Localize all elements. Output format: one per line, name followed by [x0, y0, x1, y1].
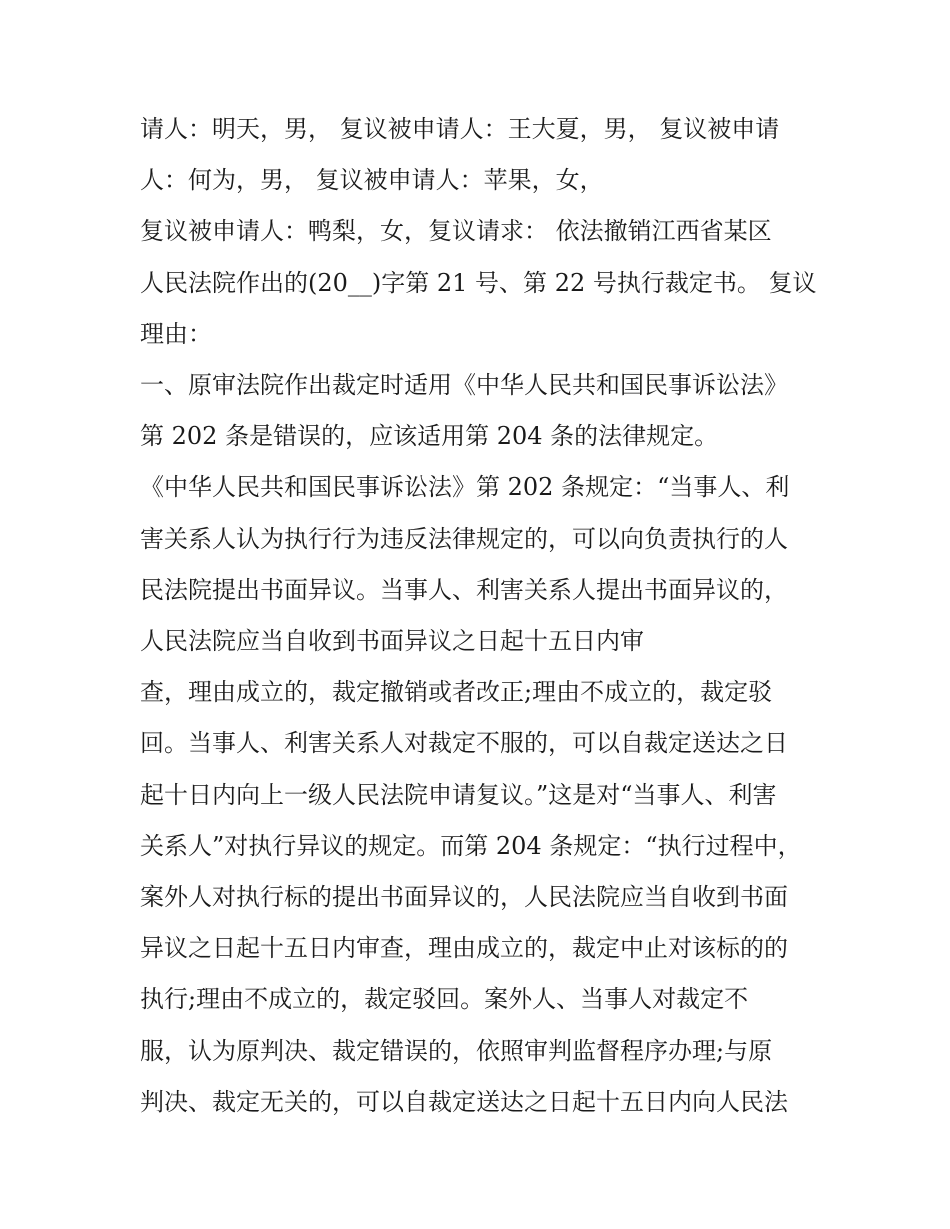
- text-line-1: 请人：明天，男， 复议被申请人：王大夏，男， 复议被申请: [140, 115, 780, 143]
- text-line-19: 服，认为原判决、裁定错误的，依照审判监督程序办理;与原: [140, 1036, 773, 1065]
- text-line-6: 一、原审法院作出裁定时适用《中华人民共和国民事诉讼法》: [140, 371, 788, 400]
- text-line-14: 起十日内向上一级人民法院申请复议。”这是对“当事人、利害: [140, 780, 777, 809]
- document-body: [140, 104, 820, 1128]
- text-line-17: 异议之日起十五日内审查，理由成立的，裁定中止对该标的的: [140, 934, 788, 963]
- text-line-8: 《中华人民共和国民事诉讼法》第 202 条规定：“当事人、利: [140, 473, 790, 502]
- text-line-13: 回。当事人、利害关系人对裁定不服的，可以自裁定送达之日: [140, 729, 788, 758]
- text-line-7: 第 202 条是错误的，应该适用第 204 条的法律规定。: [140, 422, 719, 451]
- text-line-18: 执行;理由不成立的，裁定驳回。案外人、当事人对裁定不: [140, 985, 749, 1014]
- text-line-2: 人：何为，男， 复议被申请人：苹果，女，: [140, 166, 604, 195]
- text-line-20: 判决、裁定无关的，可以自裁定送达之日起十五日内向人民法: [140, 1087, 788, 1116]
- text-line-3: 复议被申请人：鸭梨，女，复议请求： 依法撤销江西省某区: [140, 217, 772, 246]
- text-line-11: 人民法院应当自收到书面异议之日起十五日内审: [140, 627, 644, 656]
- text-line-16: 案外人对执行标的提出书面异议的，人民法院应当自收到书面: [140, 883, 788, 912]
- text-line-10: 民法院提出书面异议。当事人、利害关系人提出书面异议的，: [140, 575, 788, 604]
- text-line-5: 理由：: [140, 319, 212, 348]
- text-line-9: 害关系人认为执行行为违反法律规定的，可以向负责执行的人: [140, 524, 788, 553]
- text-line-12: 查，理由成立的，裁定撤销或者改正;理由不成立的，裁定驳: [140, 678, 773, 707]
- text-line-15: 关系人”对执行异议的规定。而第 204 条规定：“执行过程中，: [140, 831, 802, 860]
- text-line-4: 人民法院作出的(20__)字第 21 号、第 22 号执行裁定书。 复议: [140, 268, 817, 297]
